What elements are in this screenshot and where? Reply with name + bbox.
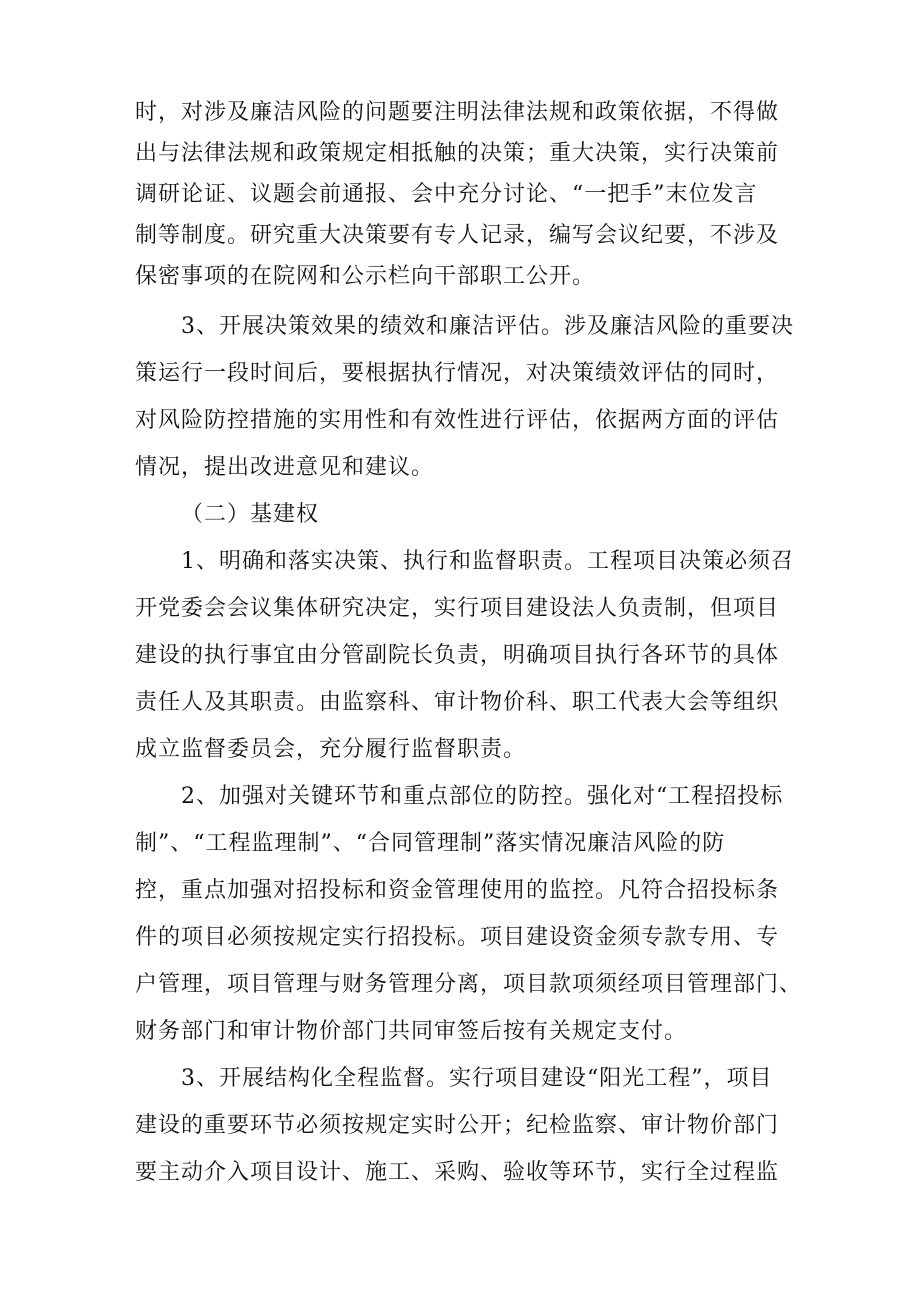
text-line: 策运行一段时间后，要根据执行情况，对决策绩效评估的同时， [135, 361, 780, 386]
text-line: 制”、“工程监理制”、“合同管理制”落实情况廉洁风险的防 [135, 831, 726, 856]
text-line: 件的项目必须按规定实行招投标。项目建设资金须专款专用、专 [135, 925, 780, 950]
text-line: 1、明确和落实决策、执行和监督职责。工程项目决策必须召 [181, 549, 794, 574]
text-line: 户管理，项目管理与财务管理分离，项目款项须经项目管理部门、 [135, 972, 803, 997]
text-line: 责任人及其职责。由监察科、审计物价科、职工代表大会等组织 [135, 690, 780, 715]
text-line: 调研论证、议题会前通报、会中充分讨论、“一把手”末位发言 [135, 182, 758, 207]
text-line: 建设的重要环节必须按规定实时公开；纪检监察、审计物价部门 [135, 1113, 780, 1138]
text-line: 成立监督委员会，充分履行监督职责。 [135, 737, 527, 762]
text-line: 时，对涉及廉洁风险的问题要注明法律法规和政策依据，不得做 [135, 100, 780, 125]
text-line: 控，重点加强对招投标和资金管理使用的监控。凡符合招投标条 [135, 878, 780, 903]
text-line: 建设的执行事宜由分管副院长负责，明确项目执行各环节的具体 [135, 643, 780, 668]
text-line: 对风险防控措施的实用性和有效性进行评估，依据两方面的评估 [135, 408, 780, 433]
text-line: 保密事项的在院网和公示栏向干部职工公开。 [135, 264, 596, 289]
text-line: 出与法律法规和政策规定相抵触的决策；重大决策，实行决策前 [135, 141, 780, 166]
text-line: 3、开展结构化全程监督。实行项目建设“阳光工程”，项目 [181, 1066, 773, 1091]
text-line: 财务部门和审计物价部门共同审签后按有关规定支付。 [135, 1019, 688, 1044]
text-line: 情况，提出改进意见和建议。 [135, 455, 435, 480]
section-heading: （二）基建权 [181, 502, 320, 527]
text-line: 要主动介入项目设计、施工、采购、验收等环节，实行全过程监 [135, 1160, 780, 1185]
text-line: 制等制度。研究重大决策要有专人记录，编写会议纪要，不涉及 [135, 223, 780, 248]
text-line: 开党委会会议集体研究决定，实行项目建设法人负责制，但项目 [135, 596, 780, 621]
text-line: 3、开展决策效果的绩效和廉洁评估。涉及廉洁风险的重要决 [181, 314, 794, 339]
text-line: 2、加强对关键环节和重点部位的防控。强化对“工程招投标 [181, 784, 784, 809]
